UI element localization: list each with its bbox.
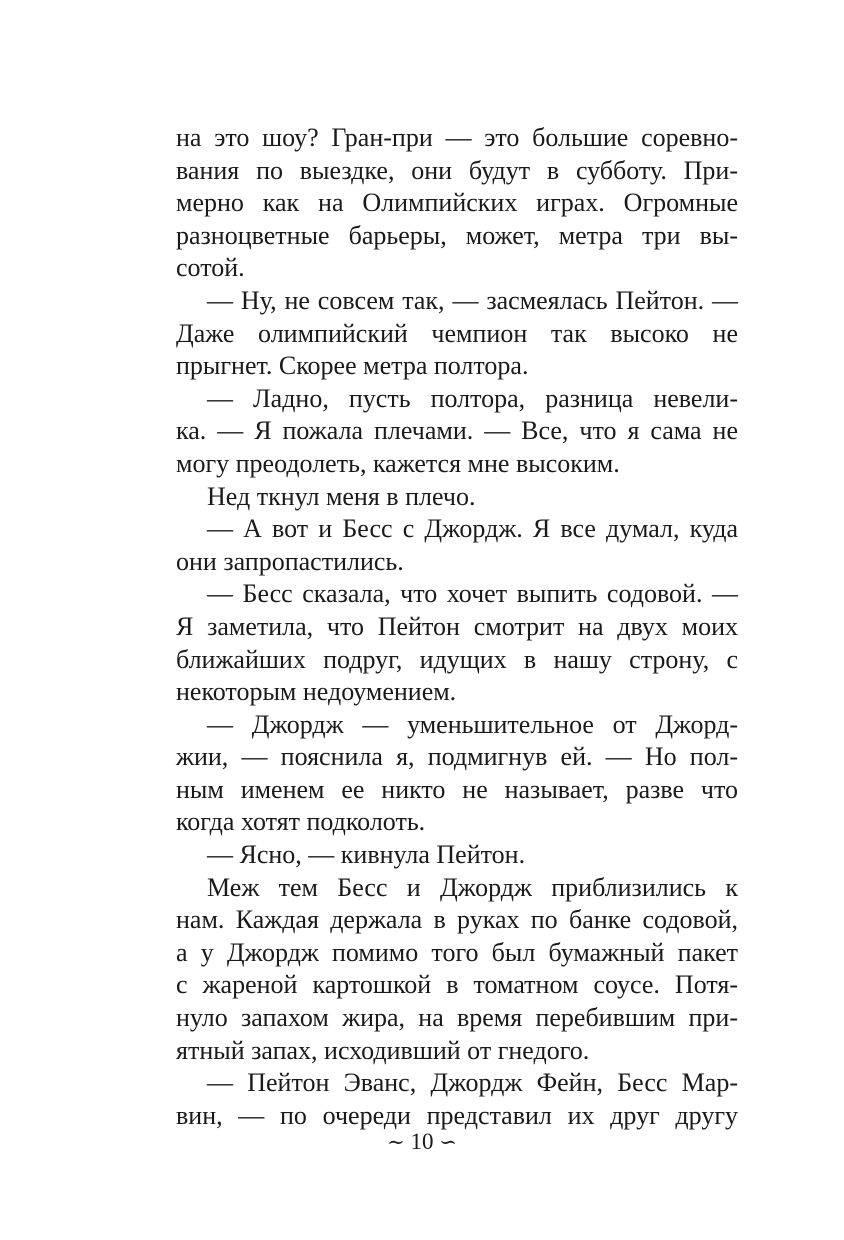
- text-line: Даже олимпийский чемпион так высоко не: [176, 318, 738, 348]
- text-line: Нед ткнул меня в плечо.: [207, 481, 476, 511]
- text-line: разноцветные барьеры, может, метра три вы-: [176, 220, 738, 250]
- right-ornament: ∽: [439, 1130, 457, 1154]
- text-line: нам. Каждая держала в руках по банке содовой,: [176, 905, 738, 935]
- text-line: жии, — пояснила я, подмигнув ей. — Но пол-: [176, 742, 738, 772]
- text-line: сотой.: [176, 253, 245, 283]
- body-text: [176, 122, 738, 1132]
- text-line: когда хотят подколоть.: [176, 807, 426, 837]
- text-line: ным именем ее никто не называет, разве что: [176, 774, 738, 804]
- text-line: вания по выездке, они будут в субботу. При-: [176, 155, 738, 185]
- left-ornament: ∼: [387, 1130, 405, 1154]
- text-line: мерно как на Олимпийских играх. Огромные: [176, 188, 738, 218]
- text-line: Я заметила, что Пейтон смотрит на двух моих: [176, 611, 738, 641]
- text-line: некоторым недоумением.: [176, 677, 457, 707]
- text-line: Меж тем Бесс и Джордж приблизились к: [207, 872, 738, 902]
- text-line: вин, — по очереди представил их друг другу: [176, 1100, 738, 1130]
- text-line: — Ясно, — кивнула Пейтон.: [207, 840, 526, 870]
- text-line: с жареной картошкой в томатном соусе. Потя-: [176, 970, 738, 1000]
- text-line: — А вот и Бесс с Джордж. Я все думал, куда: [207, 514, 738, 544]
- text-line: — Бесс сказала, что хочет выпить содовой. —: [207, 579, 738, 609]
- page-number: [0, 1128, 844, 1156]
- text-line: они запропастились.: [176, 546, 404, 576]
- text-line: а у Джордж помимо того был бумажный пакет: [176, 937, 738, 967]
- text-line: ближайших подруг, идущих в нашу строну, с: [176, 644, 738, 674]
- text-line: могу преодолеть, кажется мне высоким.: [176, 448, 620, 478]
- text-line: — Пейтон Эванс, Джордж Фейн, Бесс Мар-: [207, 1068, 738, 1098]
- text-line: ятный запах, исходивший от гнедого.: [176, 1035, 590, 1065]
- text-line: нуло запахом жира, на время перебившим при-: [176, 1003, 738, 1033]
- text-line: ка. — Я пожала плечами. — Все, что я сама не: [176, 416, 738, 446]
- text-line: на это шоу? Гран-при — это большие соревно-: [176, 123, 738, 152]
- page-number-value: 10: [410, 1129, 434, 1154]
- text-line: прыгнет. Скорее метра полтора.: [176, 351, 529, 381]
- text-line: — Джордж — уменьшительное от Джорд-: [207, 709, 738, 739]
- text-line: — Ладно, пусть полтора, разница невели-: [207, 383, 738, 413]
- text-line: — Ну, не совсем так, — засмеялась Пейтон. —: [207, 285, 738, 315]
